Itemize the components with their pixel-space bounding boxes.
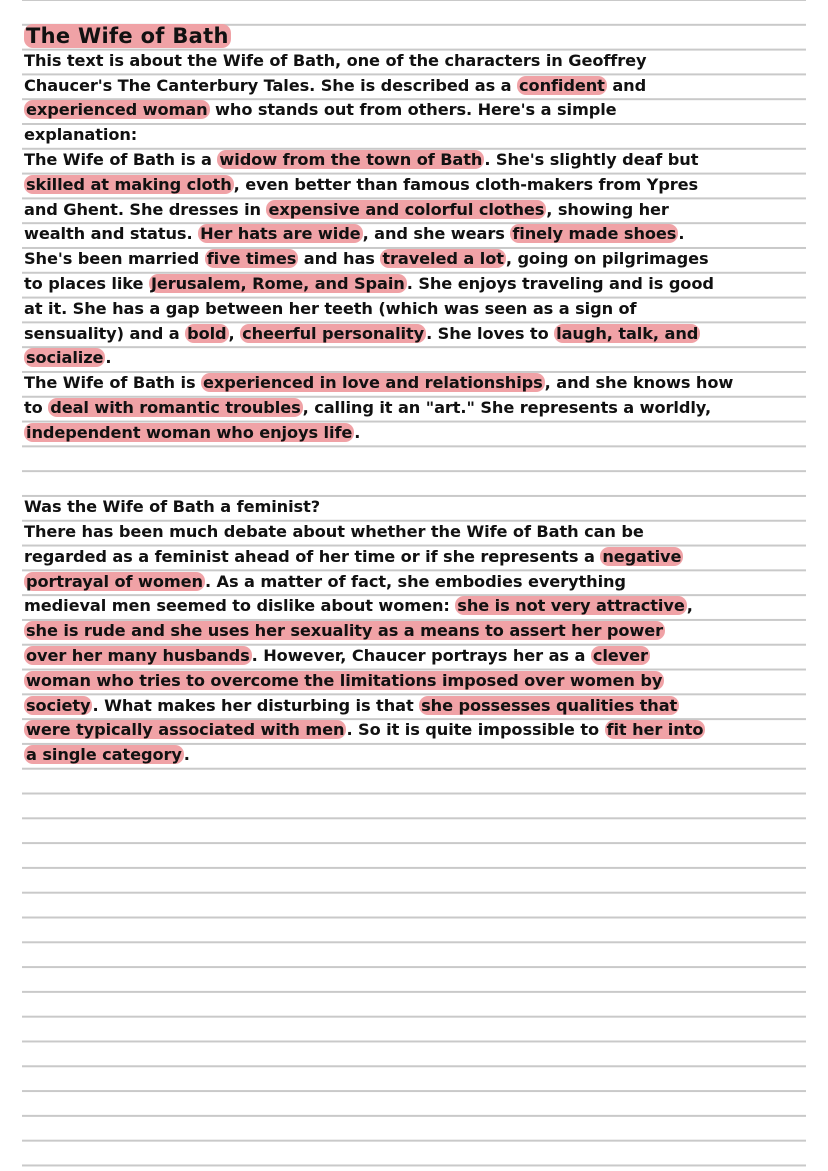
highlighted-phrase: five times (206, 249, 297, 269)
text-line (24, 718, 816, 743)
highlighted-phrase: experienced in love and relationships (203, 373, 543, 393)
text-segment: This text is about the Wife of Bath, one of the characters in Geoffrey (24, 50, 647, 70)
text-segment: wealth and status. (24, 224, 199, 244)
text-segment: , showing her (546, 199, 669, 219)
text-line (24, 421, 816, 446)
text-segment: and has (298, 249, 381, 269)
text-line (24, 570, 816, 595)
highlighted-phrase: widow from the town of Bath (219, 149, 483, 169)
text-line (24, 619, 816, 644)
highlighted-phrase: woman who tries to overcome the limitations imposed over women by (26, 670, 663, 690)
highlighted-phrase: bold (187, 323, 227, 343)
text-segment: to places like (24, 273, 149, 293)
text-line (24, 594, 816, 619)
highlighted-phrase: portrayal of women (26, 571, 203, 591)
text-line (24, 644, 816, 669)
highlighted-phrase: expensive and colorful clothes (268, 199, 545, 219)
highlighted-phrase: The Wife of Bath (26, 24, 229, 48)
text-line (24, 669, 816, 694)
highlighted-phrase: a single category (26, 745, 182, 765)
notes-content (24, 24, 816, 768)
text-segment: . (354, 422, 361, 442)
highlighted-phrase: she possesses qualities that (421, 695, 678, 715)
text-segment: . So it is quite impossible to (346, 720, 605, 740)
text-segment: and Ghent. She dresses in (24, 199, 267, 219)
text-line (24, 495, 816, 520)
text-segment: The Wife of Bath is (24, 373, 202, 393)
text-segment: . She's slightly deaf but (484, 149, 699, 169)
text-segment: regarded as a feminist ahead of her time or if she represents a (24, 546, 601, 566)
highlighted-phrase: Jerusalem, Rome, and Spain (150, 273, 405, 293)
text-line (24, 272, 816, 297)
text-segment: to (24, 397, 49, 417)
text-line (24, 74, 816, 99)
highlighted-phrase: she is rude and she uses her sexuality as a means to assert her power (26, 621, 663, 641)
text-segment: . (678, 224, 685, 244)
highlighted-phrase: Her hats are wide (200, 224, 361, 244)
text-line (24, 743, 816, 768)
text-segment: who stands out from others. Here's a simple (209, 100, 617, 120)
text-segment: explanation: (24, 125, 138, 145)
text-line (24, 520, 816, 545)
text-line (24, 148, 816, 173)
text-segment: and (606, 75, 647, 95)
page-title (24, 24, 816, 49)
highlighted-phrase: society (26, 695, 91, 715)
text-segment: , and she wears (362, 224, 511, 244)
highlighted-phrase: skilled at making cloth (26, 174, 232, 194)
text-line (24, 371, 816, 396)
text-segment: medieval men seemed to dislike about women: (24, 596, 456, 616)
text-segment: . As a matter of fact, she embodies everything (204, 571, 626, 591)
text-segment: Chaucer's The Canterbury Tales. She is described as a (24, 75, 518, 95)
highlighted-phrase: laugh, talk, and (556, 323, 699, 343)
text-line (24, 446, 816, 471)
highlighted-phrase: socialize (26, 348, 104, 368)
text-line (24, 396, 816, 421)
text-segment: at it. She has a gap between her teeth (which was seen as a sign of (24, 298, 637, 318)
highlighted-phrase: independent woman who enjoys life (26, 422, 353, 442)
text-line (24, 346, 816, 371)
highlighted-phrase: fit her into (606, 720, 704, 740)
text-segment: Was the Wife of Bath a feminist? (24, 497, 320, 517)
highlighted-phrase: experienced woman (26, 100, 208, 120)
text-line (24, 123, 816, 148)
text-segment: , (686, 596, 693, 616)
text-line (24, 322, 816, 347)
text-line (24, 545, 816, 570)
highlighted-phrase: traveled a lot (382, 249, 504, 269)
text-line (24, 694, 816, 719)
text-line (24, 198, 816, 223)
text-line (24, 98, 816, 123)
highlighted-phrase: confident (519, 75, 605, 95)
text-segment: . (183, 745, 190, 765)
text-segment: , and she knows how (544, 373, 734, 393)
text-segment: sensuality) and a (24, 323, 186, 343)
text-segment: , calling it an "art." She represents a worldly, (302, 397, 712, 417)
text-segment: , going on pilgrimages (505, 249, 709, 269)
text-segment: . She enjoys traveling and is good (406, 273, 714, 293)
text-segment: , (228, 323, 241, 343)
highlighted-phrase: clever (592, 645, 648, 665)
text-segment: . She loves to (426, 323, 555, 343)
highlighted-phrase: deal with romantic troubles (50, 397, 301, 417)
highlighted-phrase: cheerful personality (242, 323, 425, 343)
text-segment: She's been married (24, 249, 205, 269)
text-segment: . What makes her disturbing is that (92, 695, 420, 715)
text-segment: There has been much debate about whether the Wife of Bath can be (24, 521, 644, 541)
text-segment: , even better than famous cloth-makers from Ypres (233, 174, 699, 194)
highlighted-phrase: finely made shoes (512, 224, 677, 244)
text-segment: . (105, 348, 112, 368)
highlighted-phrase: over her many husbands (26, 645, 250, 665)
text-segment: . However, Chaucer portrays her as a (251, 645, 591, 665)
text-line (24, 297, 816, 322)
highlighted-phrase: negative (602, 546, 682, 566)
highlighted-phrase: she is not very attractive (457, 596, 685, 616)
text-line (24, 173, 816, 198)
text-segment: The Wife of Bath is a (24, 149, 218, 169)
highlighted-phrase: were typically associated with men (26, 720, 345, 740)
text-line (24, 222, 816, 247)
text-line (24, 247, 816, 272)
text-line (24, 470, 816, 495)
text-line (24, 49, 816, 74)
